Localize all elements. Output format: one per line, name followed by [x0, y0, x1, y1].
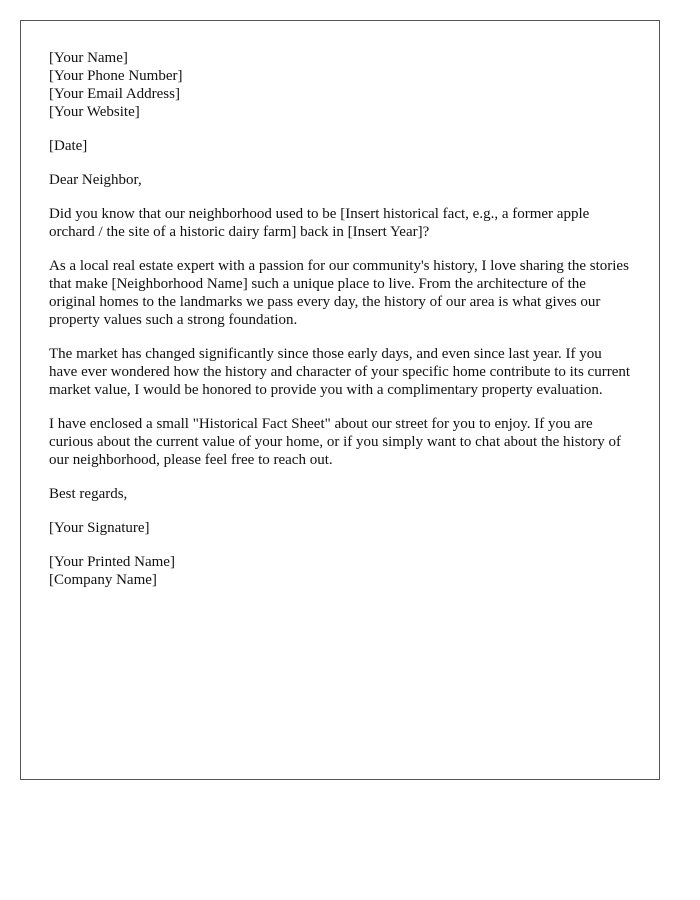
sender-phone: [Your Phone Number] — [49, 68, 183, 84]
letter-date: [Date] — [49, 138, 88, 154]
sender-website: [Your Website] — [49, 104, 140, 120]
signature: [Your Signature] — [49, 520, 150, 536]
company-name: [Company Name] — [49, 572, 157, 588]
sender-email: [Your Email Address] — [49, 86, 180, 102]
salutation: Dear Neighbor, — [49, 172, 142, 188]
printed-name-block — [49, 553, 633, 589]
printed-name: [Your Printed Name] — [49, 554, 175, 570]
paragraph-fact-sheet: I have enclosed a small "Historical Fact Sheet" about our street for you to enjoy. If you are curious about the current value of your home, or if you simply want to chat about the history of our neighborhood, please feel free to reach out. — [49, 416, 621, 468]
paragraph-community-intro: As a local real estate expert with a passion for our community's history, I love sharing the stories that make [Neighborhood Name] such a unique place to live. From the architecture of the original homes to the landmarks we pass every day, the history of our area is what gives our property values such a strong foundation. — [49, 258, 629, 328]
paragraph-market-offer: The market has changed significantly since those early days, and even since last year. If you have ever wondered how the history and character of your specific home contribute to its current market value, I would be honored to provide you with a complimentary property evaluation. — [49, 346, 631, 398]
sender-block — [49, 49, 633, 121]
letter-body — [49, 49, 633, 605]
letter-page — [20, 20, 660, 780]
closing: Best regards, — [49, 486, 128, 502]
paragraph-history-question: Did you know that our neighborhood used to be [Insert historical fact, e.g., a former apple orchard / the site of a historic dairy farm] back in [Insert Year]? — [49, 206, 590, 240]
sender-name: [Your Name] — [49, 50, 128, 66]
